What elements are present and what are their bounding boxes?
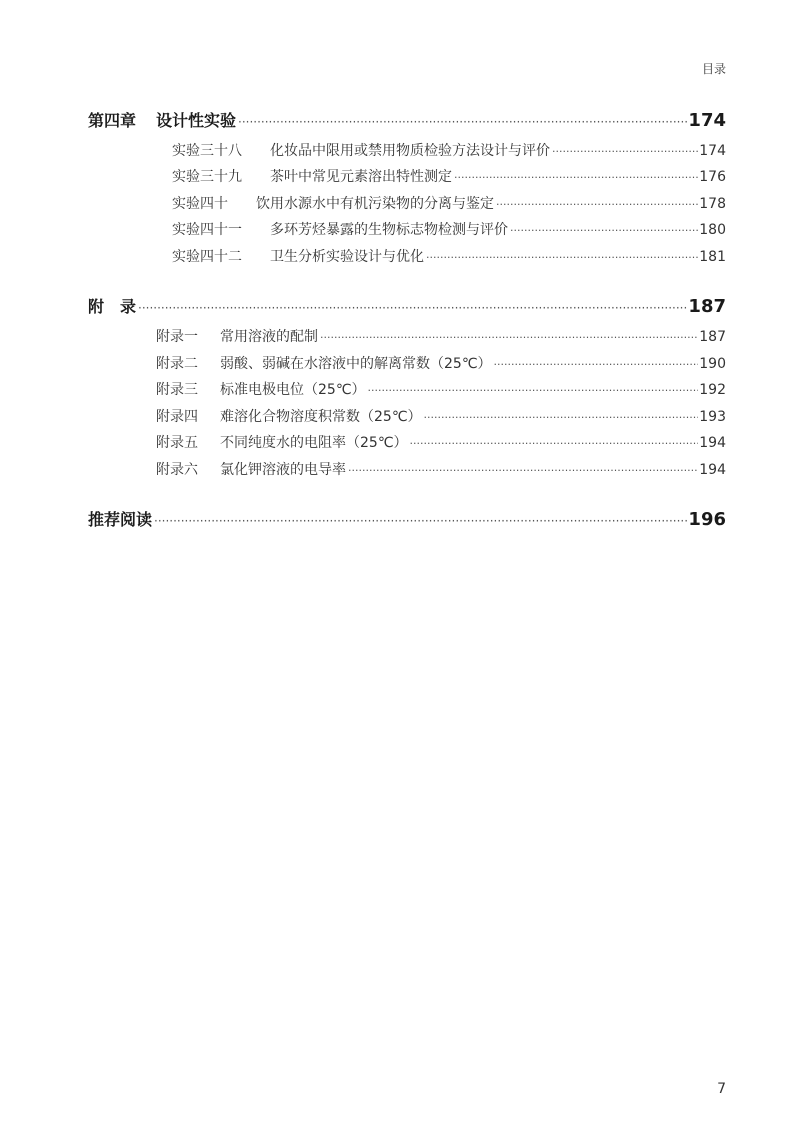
entry-title: 化妆品中限用或禁用物质检验方法设计与评价 [270, 143, 550, 159]
entry-number: 附录一 [156, 329, 198, 345]
chapter-heading [88, 108, 236, 131]
toc-entry[interactable] [172, 193, 726, 213]
page-number: 187 [688, 296, 726, 317]
entry-heading [156, 406, 422, 426]
entry-title: 氯化钾溶液的电导率 [220, 462, 346, 478]
entry-heading [156, 326, 318, 346]
dot-leader [494, 358, 699, 371]
entry-number: 实验四十一 [172, 222, 242, 238]
dot-leader [348, 464, 698, 477]
entry-title: 不同纯度水的电阻率（25℃） [220, 435, 408, 451]
entry-number: 附录三 [156, 382, 198, 398]
chapter-title: 设计性实验 [156, 111, 237, 130]
toc-recommended-reading[interactable] [88, 507, 726, 530]
toc-chapter-4[interactable] [88, 108, 726, 131]
entry-number: 实验三十九 [172, 169, 242, 185]
page-number: 192 [699, 382, 726, 398]
page-number: 181 [699, 249, 726, 265]
entry-heading [172, 246, 424, 266]
dot-leader [138, 301, 687, 315]
dot-leader [496, 198, 698, 211]
entry-title: 卫生分析实验设计与优化 [270, 249, 424, 265]
entry-number: 附录四 [156, 409, 198, 425]
toc-entry[interactable] [156, 326, 726, 346]
page-number: 190 [699, 356, 726, 372]
page-number: 194 [699, 435, 726, 451]
entry-number: 附录六 [156, 462, 198, 478]
page-number: 176 [699, 169, 726, 185]
page-number: 193 [699, 409, 726, 425]
dot-leader [424, 411, 699, 424]
entry-title: 饮用水源水中有机污染物的分离与鉴定 [256, 196, 494, 212]
dot-leader [238, 115, 687, 129]
page-number: 174 [688, 110, 726, 131]
entry-number: 实验三十八 [172, 143, 242, 159]
dot-leader [426, 251, 698, 264]
toc-entry[interactable] [172, 140, 726, 160]
toc-entry[interactable] [156, 432, 726, 452]
dot-leader [154, 514, 687, 528]
toc-entry[interactable] [156, 406, 726, 426]
entry-number: 附录二 [156, 356, 198, 372]
entry-heading [172, 140, 550, 160]
page-number: 174 [699, 143, 726, 159]
entry-title: 茶叶中常见元素溶出特性测定 [270, 169, 452, 185]
page-number: 187 [699, 329, 726, 345]
entry-number: 实验四十二 [172, 249, 242, 265]
entry-number: 实验四十 [172, 196, 228, 212]
dot-leader [454, 171, 698, 184]
toc-entry[interactable] [156, 459, 726, 479]
entry-heading [172, 193, 494, 213]
dot-leader [320, 331, 698, 344]
toc-appendix[interactable] [88, 294, 726, 317]
appendix-title: 附 录 [88, 297, 137, 316]
toc-entry[interactable] [156, 379, 726, 399]
entry-heading [172, 166, 452, 186]
dot-leader [510, 224, 698, 237]
chapter-label: 第四章 [88, 111, 137, 130]
dot-leader [368, 384, 699, 397]
dot-leader [410, 437, 699, 450]
page-number: 196 [688, 509, 726, 530]
entry-title: 弱酸、弱碱在水溶液中的解离常数（25℃） [220, 356, 492, 372]
entry-title: 标准电极电位（25℃） [220, 382, 366, 398]
page-number: 180 [699, 222, 726, 238]
entry-heading [172, 219, 508, 239]
toc-entry[interactable] [156, 353, 726, 373]
page-number: 194 [699, 462, 726, 478]
entry-heading [156, 432, 408, 452]
toc-entry[interactable] [172, 166, 726, 186]
toc-entry[interactable] [172, 246, 726, 266]
entry-title: 难溶化合物溶度积常数（25℃） [220, 409, 422, 425]
toc-entry[interactable] [172, 219, 726, 239]
page-number: 178 [699, 196, 726, 212]
running-header: 目录 [701, 62, 726, 76]
entry-number: 附录五 [156, 435, 198, 451]
dot-leader [552, 145, 698, 158]
entry-title: 多环芳烃暴露的生物标志物检测与评价 [270, 222, 508, 238]
entry-heading [156, 459, 346, 479]
entry-heading [156, 353, 492, 373]
entry-title: 常用溶液的配制 [220, 329, 318, 345]
page-folio: 7 [717, 1081, 726, 1097]
recommended-title: 推荐阅读 [88, 510, 153, 529]
entry-heading [156, 379, 366, 399]
